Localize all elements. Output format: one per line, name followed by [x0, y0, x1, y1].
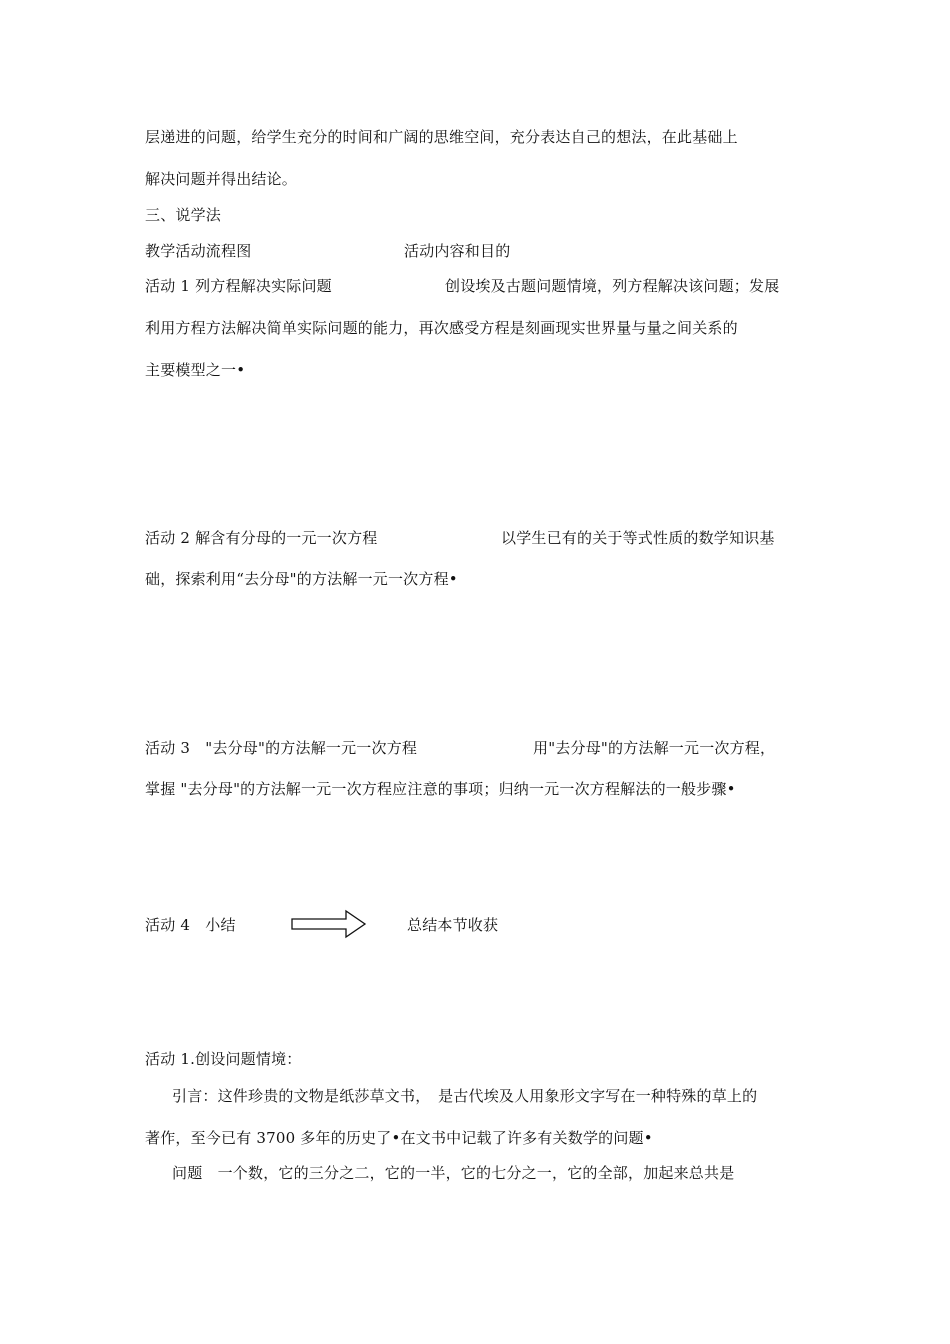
paragraph-line: 引言：这件珍贵的文物是纸莎草文书， 是古代埃及人用象形文字写在一种特殊的草上的 [172, 1087, 758, 1105]
activity-4-label: 活动 4 小结 [145, 916, 236, 934]
activity-4-content: 总结本节收获 [407, 916, 499, 934]
subsection-heading: 活动 1.创设问题情境： [145, 1050, 302, 1068]
paragraph-line: 问题 一个数，它的三分之二，它的一半，它的七分之一，它的全部，加起来总共是 [172, 1164, 735, 1182]
column-header-flowchart: 教学活动流程图 [145, 242, 252, 260]
paragraph-line: 解决问题并得出结论。 [145, 170, 298, 188]
activity-1-content-line: 主要模型之一• [145, 361, 246, 379]
right-arrow-icon [291, 909, 367, 939]
activity-2-content: 以学生已有的关于等式性质的数学知识基 [501, 529, 775, 547]
activity-3-content: 用"去分母"的方法解一元一次方程， [533, 739, 776, 757]
activity-1-label: 活动 1 列方程解决实际问题 [145, 277, 332, 295]
activity-3-label: 活动 3 "去分母"的方法解一元一次方程 [145, 739, 418, 757]
activity-1-content-line: 利用方程方法解决简单实际问题的能力，再次感受方程是刻画现实世界量与量之间关系的 [145, 319, 738, 337]
paragraph-line: 层递进的问题，给学生充分的时间和广阔的思维空间，充分表达自己的想法，在此基础上 [145, 128, 738, 146]
activity-2-content-line: 础，探索利用“去分母"的方法解一元一次方程• [145, 570, 458, 588]
activity-2-label: 活动 2 解含有分母的一元一次方程 [145, 529, 378, 547]
paragraph-line: 著作，至今已有 3700 多年的历史了•在文书中记载了许多有关数学的问题• [145, 1129, 653, 1147]
column-header-content: 活动内容和目的 [404, 242, 511, 260]
section-heading: 三、说学法 [145, 206, 222, 224]
activity-3-content-line: 掌握 "去分母"的方法解一元一次方程应注意的事项；归纳一元一次方程解法的一般步骤• [145, 780, 736, 798]
activity-1-content: 创设埃及古题问题情境，列方程解决该问题；发展 [445, 277, 780, 295]
